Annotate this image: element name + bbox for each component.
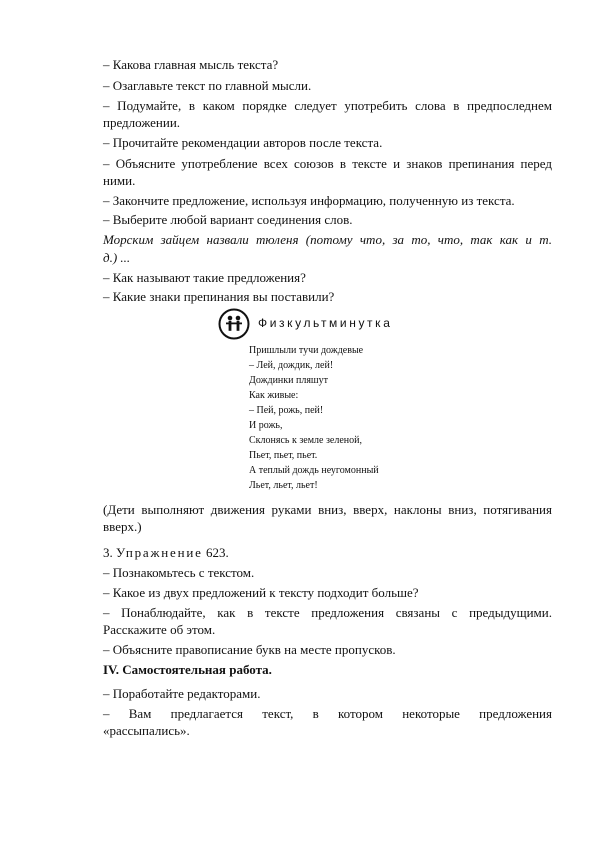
task-observe-line1: – Понаблюдайте, как в тексте предложения связаны с предыдущими.	[103, 605, 552, 620]
task-which-sentence: – Какое из двух предложений к тексту подходит больше?	[103, 585, 419, 600]
poem-line: И рожь,	[249, 420, 283, 431]
question-punctuation: – Какие знаки препинания вы поставили?	[103, 289, 335, 304]
exercise-id: 623.	[205, 545, 229, 560]
poem-line: Склонясь к земле зеленой,	[249, 435, 362, 446]
task-editors: – Поработайте редакторами.	[103, 686, 261, 701]
two-figures-icon	[218, 308, 250, 340]
task-word-order-line2: предложении.	[103, 115, 181, 130]
task-explain-conjunctions-line1: – Объясните употребление всех союзов в тексте и знаков препинания перед	[103, 156, 552, 171]
task-title-text: – Озаглавьте текст по главной мысли.	[103, 78, 312, 93]
poem-line: Пришлыли тучи дождевые	[249, 345, 364, 356]
poem-line: Льет, льет, льет!	[249, 480, 318, 491]
task-finish-sentence: – Закончите предложение, используя информацию, полученную из текста.	[103, 193, 515, 208]
fizminutka-title: Физкультминутка	[258, 316, 393, 330]
poem-line: – Пей, рожь, пей!	[249, 405, 324, 416]
task-choose-variant: – Выберите любой вариант соединения слов.	[103, 212, 353, 227]
poem-line: Пьет, пьет, пьет.	[249, 450, 318, 461]
poem-line: Как живые:	[249, 390, 299, 401]
question-sentence-type: – Как называют такие предложения?	[103, 270, 306, 285]
task-observe-line2: Расскажите об этом.	[103, 622, 216, 637]
section-heading: IV. Самостоятельная работа.	[103, 662, 272, 677]
exercise-heading	[103, 545, 552, 561]
poem-line: – Лей, дождик, лей!	[249, 360, 334, 371]
task-scattered-text-line1: – Вам предлагается текст, в котором некоторые предложения	[103, 706, 552, 721]
task-get-acquainted: – Познакомьтесь с текстом.	[103, 565, 255, 580]
exercise-number: 3.	[103, 545, 113, 560]
task-scattered-text-line2: «рассыпались».	[103, 723, 190, 738]
task-word-order-line1: – Подумайте, в каком порядке следует употребить слова в предпоследнем	[103, 98, 552, 113]
task-explain-conjunctions-line2: ними.	[103, 173, 136, 188]
children-actions-line2: вверх.)	[103, 519, 142, 534]
task-explain-spelling: – Объясните правописание букв на месте пропусков.	[103, 642, 396, 657]
exercise-word: Упражнение	[116, 545, 203, 560]
example-sentence-line2: д.) ...	[103, 250, 131, 265]
task-read-recommendations: – Прочитайте рекомендации авторов после текста.	[103, 135, 383, 150]
poem-line: А теплый дождь неугомонный	[249, 465, 379, 476]
children-actions-line1: (Дети выполняют движения руками вниз, вверх, наклоны вниз, потягивания	[103, 502, 552, 517]
question-main-idea: – Какова главная мысль текста?	[103, 57, 279, 72]
example-sentence-line1: Морским зайцем назвали тюленя (потому что, за то, что, так как и т.	[103, 232, 552, 247]
poem-line: Дождинки пляшут	[249, 375, 328, 386]
